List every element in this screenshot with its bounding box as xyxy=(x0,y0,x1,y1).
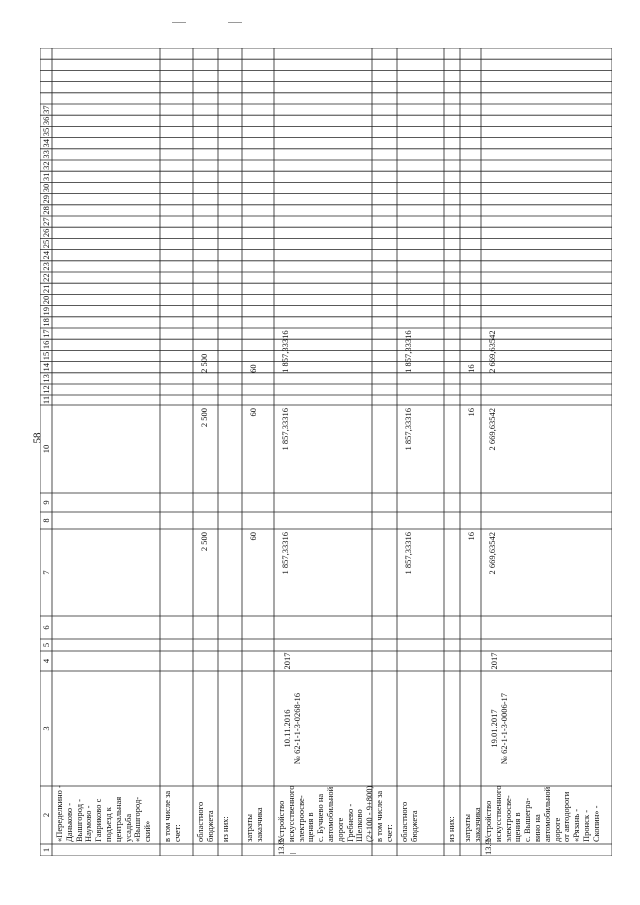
row-value: 1 857,33316 xyxy=(403,532,413,575)
row-name-line: электроосве- xyxy=(295,795,306,842)
row-name-line: из них: xyxy=(220,816,230,842)
row-name-line: Вышгород - xyxy=(73,799,84,842)
row-name-line: «Рязань - xyxy=(571,808,582,842)
row-name-line: автомобильной xyxy=(325,786,335,842)
row-name-line: с. Вышегра- xyxy=(522,797,533,842)
row-value: 1 857,33316 xyxy=(280,408,290,451)
header-col-number: 25 xyxy=(41,239,51,249)
header-col-3: 3 xyxy=(41,726,51,731)
header-col-number: 12 xyxy=(41,385,51,394)
scan-mark-1 xyxy=(172,22,186,23)
row-name-line: областного xyxy=(195,801,205,842)
row-name-line: ский» xyxy=(142,820,153,842)
row-value: 2 500 xyxy=(199,408,209,428)
row-name-line: дороге xyxy=(551,817,562,842)
row-name-line: «Переделкино - xyxy=(54,785,64,842)
header-col-number: 34 xyxy=(41,138,51,148)
row-name-line: Даньково - xyxy=(63,802,74,842)
row-value: 1 857,33316 xyxy=(280,330,290,373)
row-name-line: от автодороги xyxy=(561,791,572,842)
row-name-line: заказчика xyxy=(471,807,482,842)
row-name-line: заказчика xyxy=(253,807,264,842)
row-expertise: № 62-1-1-3-0006-17 xyxy=(499,692,509,765)
row-value: 60 xyxy=(248,408,258,417)
row-value: 2 669,63542 xyxy=(487,532,497,575)
header-col-number: 24 xyxy=(41,250,51,260)
row-value: 2 500 xyxy=(199,532,209,552)
row-name-line: дороге xyxy=(334,817,345,842)
row-name-line: электроосве- xyxy=(502,795,513,842)
row-name-line: Скопин» - xyxy=(590,805,601,842)
scan-mark-2 xyxy=(228,22,242,23)
row-name-line: Гребнево - xyxy=(344,803,355,842)
header-col-1: 1 xyxy=(41,847,51,853)
row-expertise: 10.11.2016 xyxy=(282,709,292,748)
header-col-number: 13 xyxy=(41,374,51,383)
row-number: 13.8. xyxy=(276,838,286,855)
row-name-line: «Вышгород- xyxy=(132,796,143,842)
row-name-line: затраты xyxy=(462,814,472,842)
header-col-number: 36 xyxy=(41,116,51,126)
header-col-number: 21 xyxy=(41,284,51,294)
header-col-number: 27 xyxy=(41,217,51,226)
rotated-table xyxy=(40,48,612,856)
header-col-number: 8 xyxy=(41,518,51,523)
header-col-number: 9 xyxy=(41,500,51,505)
row-name-line: искусственного xyxy=(285,785,296,842)
row-name-line: бюджета xyxy=(408,810,419,842)
row-name-line: щения в xyxy=(305,812,316,842)
header-col-number: 16 xyxy=(41,340,51,350)
header-col-number: 7 xyxy=(41,570,51,575)
row-name-line: (2+100 - 9+800) xyxy=(364,785,375,842)
header-col-number: 6 xyxy=(41,625,51,630)
row-value: 2 669,63542 xyxy=(487,330,497,373)
row-year: 2017 xyxy=(489,652,499,670)
header-col-number: 11 xyxy=(41,395,51,405)
row-name-line: Устройство xyxy=(483,800,493,842)
row-name-line: затраты xyxy=(244,814,254,842)
row-expertise: № 62-1-1-3-0268-16 xyxy=(292,692,302,765)
row-value: 1 857,33316 xyxy=(280,532,290,575)
header-col-number: 32 xyxy=(41,161,51,170)
row-name-line: Шелково xyxy=(354,809,365,842)
header-col-number: 19 xyxy=(41,306,51,316)
header-col-number: 5 xyxy=(41,642,51,648)
row-name-line: Пронск - xyxy=(581,809,591,842)
row-value: 16 xyxy=(466,532,476,541)
row-name-line: в том числе за xyxy=(374,790,384,842)
row-name-line: с. Бучнево на xyxy=(315,793,326,842)
row-number: 13.9. xyxy=(483,838,493,855)
header-col-number: 31 xyxy=(41,172,51,182)
header-col-number: 26 xyxy=(41,228,51,238)
header-col-number: 28 xyxy=(41,206,51,215)
header-col-2: 2 xyxy=(41,812,51,818)
header-col-4: 4 xyxy=(41,658,51,664)
row-expertise: 19.01.2017 xyxy=(489,709,499,748)
row-value: 60 xyxy=(248,364,258,373)
row-value: 2 500 xyxy=(199,353,209,373)
header-col-number: 10 xyxy=(41,444,51,454)
row-name-line: бюджета xyxy=(204,810,215,842)
page-number: 58 xyxy=(31,432,44,444)
row-value: 2 669,63542 xyxy=(487,408,497,451)
header-col-number: 14 xyxy=(41,362,51,372)
table-grid xyxy=(40,48,612,856)
row-name-line: усадьба xyxy=(122,813,133,842)
header-col-number: 15 xyxy=(41,351,51,361)
header-col-number: 22 xyxy=(41,273,51,282)
row-name-line: в том числе за xyxy=(162,790,172,842)
row-name-line: областного xyxy=(399,801,409,842)
row-value: 1 857,33316 xyxy=(403,408,413,451)
row-name-line: вино на xyxy=(532,814,542,842)
row-value: 60 xyxy=(248,532,258,541)
row-name-line: щения в xyxy=(512,812,523,842)
row-name-line: Устройство xyxy=(276,800,286,842)
header-col-number: 18 xyxy=(41,318,51,327)
row-name-line: центральная xyxy=(112,796,123,842)
header-col-number: 35 xyxy=(41,127,51,137)
row-year: 2017 xyxy=(282,652,292,670)
header-col-number: 37 xyxy=(41,105,51,114)
row-name-line: Гавриково с xyxy=(93,798,104,842)
header-col-number: 29 xyxy=(41,194,51,204)
header-col-number: 17 xyxy=(41,329,51,338)
header-col-number: 30 xyxy=(41,183,51,193)
row-name-line: подъезд к xyxy=(103,807,113,842)
row-name-line: искусственного xyxy=(492,785,503,842)
header-col-number: 23 xyxy=(41,262,51,271)
row-name-line: счет: xyxy=(171,824,182,842)
row-name-line: счет: xyxy=(383,824,394,842)
header-col-number: 33 xyxy=(41,150,51,159)
row-name-line: Наумово - xyxy=(83,805,94,842)
row-name-line: автомобильной xyxy=(541,786,552,842)
row-value: 16 xyxy=(466,408,476,417)
row-value: 1 857,33316 xyxy=(403,330,413,373)
row-value: 16 xyxy=(466,364,476,373)
header-col-number: 20 xyxy=(41,295,51,305)
row-name-line: из них: xyxy=(446,816,456,842)
